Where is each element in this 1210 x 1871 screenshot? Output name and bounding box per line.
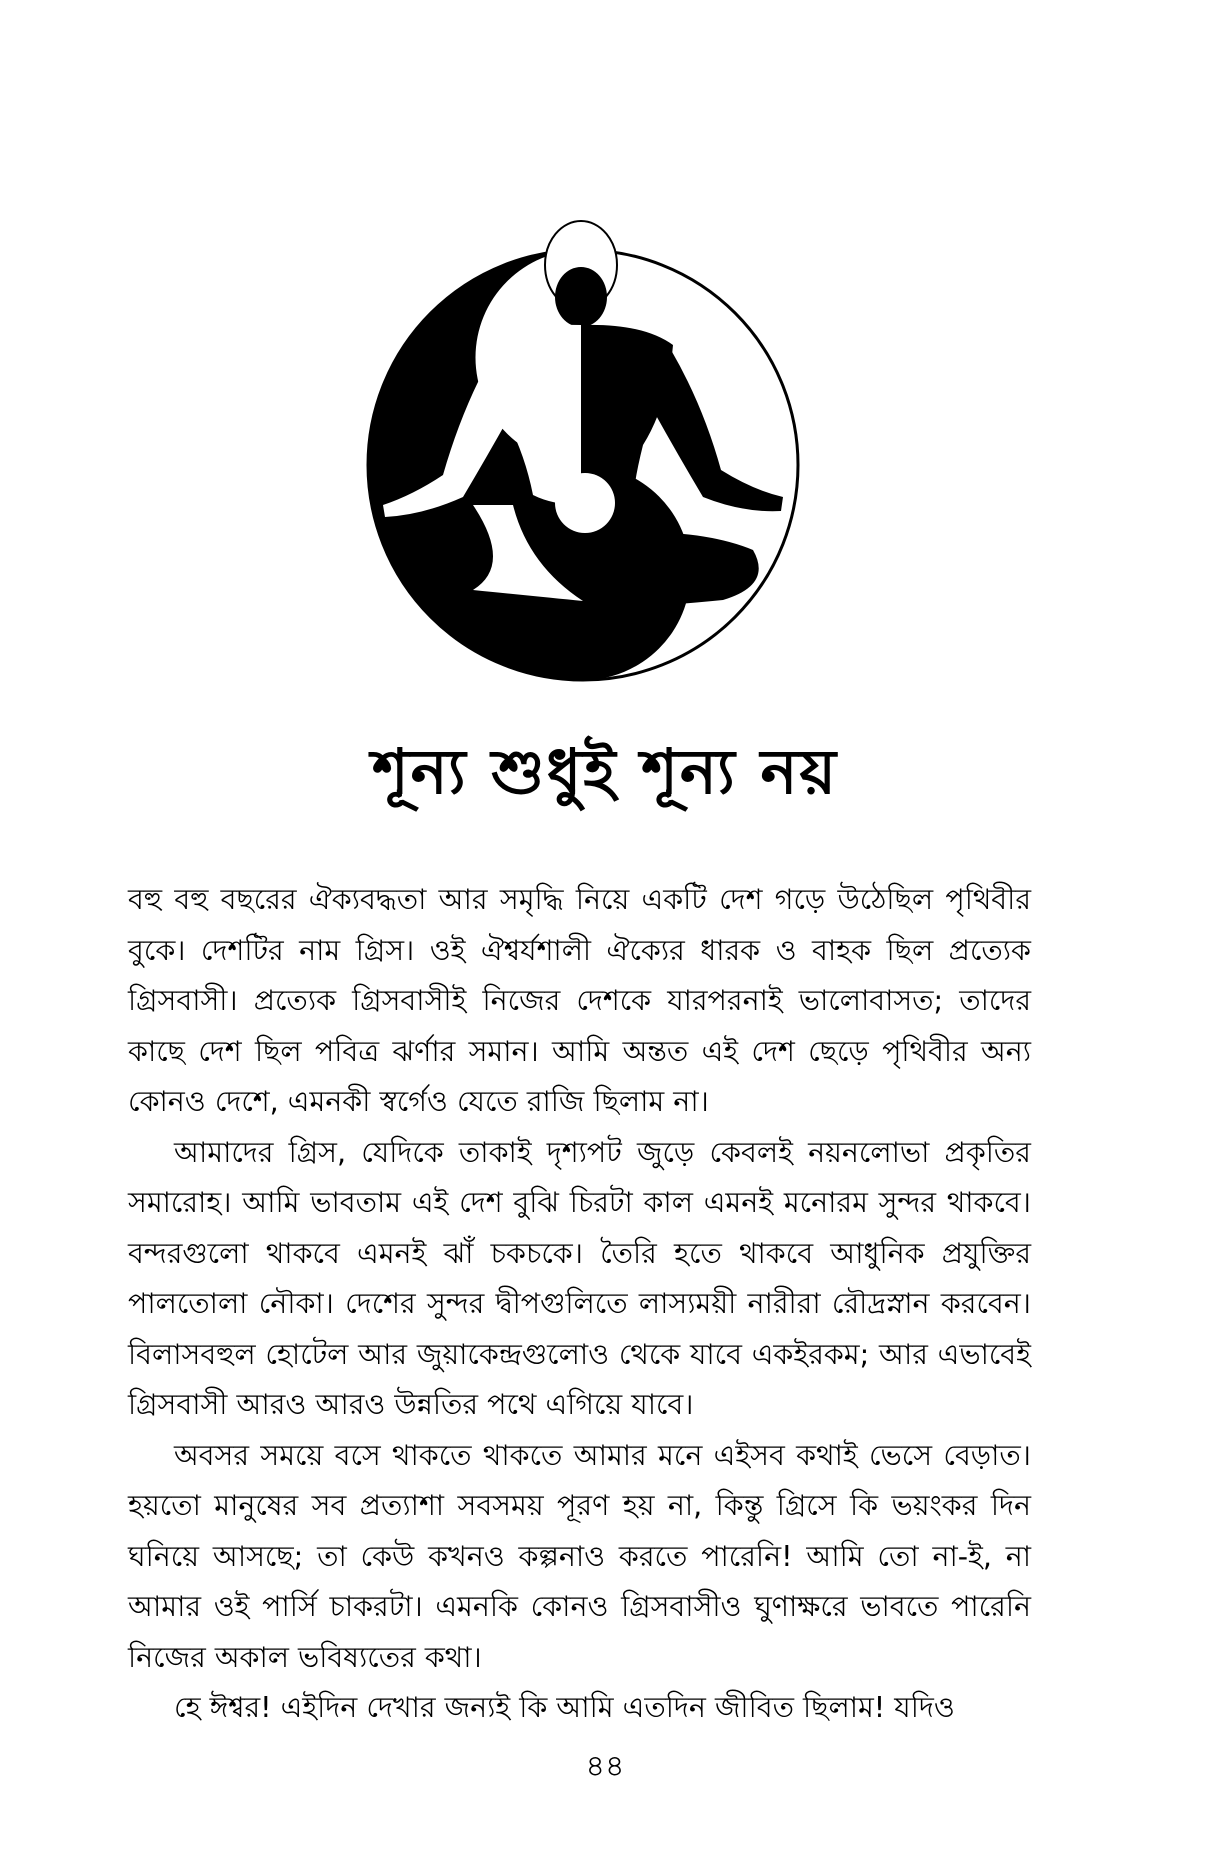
chapter-title: শূন্য শুধুই শূন্য নয় [372, 735, 838, 808]
paragraph-3: অবসর সময়ে বসে থাকতে থাকতে আমার মনে এইসব কথাই ভেসে বেড়াত। হয়তো মানুষের সব প্রত্যাশা সবসময় পূরণ হয় না, কিন্তু গ্রিসে কি ভয়ংকর দিন ঘনিয়ে আসছে; তা কেউ কখনও কল্পনাও করতে পারেনি! আমি তো না-ই, না আমার ওই পার্সি চাকরটা। এমনকি কোনও গ্রিসবাসীও ঘুণাক্ষরে ভাবতে পারেনি নিজের অকাল ভবিষ্যতের কথা। [128, 1438, 1031, 1674]
body-text [128, 875, 1031, 1734]
paragraph-4: হে ঈশ্বর! এইদিন দেখার জন্যই কি আমি এতদিন জীবিত ছিলাম! যদিও [174, 1691, 955, 1724]
meditation-yin-yang-emblem [323, 205, 843, 725]
paragraph-1: বহু বহু বছরের ঐক্যবদ্ধতা আর সমৃদ্ধি নিয়ে একটি দেশ গড়ে উঠেছিল পৃথিবীর বুকে। দেশটির নাম গ্রিস। ওই ঐশ্বর্যশালী ঐক্যের ধারক ও বাহক ছিল প্রত্যেক গ্রিসবাসী। প্রত্যেক গ্রিসবাসীই নিজের দেশকে যারপরনাই ভালোবাসত; তাদের কাছে দেশ ছিল পবিত্র ঝর্ণার সমান। আমি অন্তত এই দেশ ছেড়ে পৃথিবীর অন্য কোনও দেশে, এমনকী স্বর্গেও যেতে রাজি ছিলাম না। [128, 883, 1031, 1118]
page-number: ৪৪ [585, 1749, 625, 1784]
paragraph-2: আমাদের গ্রিস, যেদিকে তাকাই দৃশ্যপট জুড়ে কেবলই নয়নলোভা প্রকৃতির সমারোহ। আমি ভাবতাম এই দেশ বুঝি চিরটা কাল এমনই মনোরম সুন্দর থাকবে। বন্দরগুলো থাকবে এমনই ঝাঁ চকচকে। তৈরি হতে থাকবে আধুনিক প্রযুক্তির পালতোলা নৌকা। দেশের সুন্দর দ্বীপগুলিতে লাস্যময়ী নারীরা রৌদ্রস্নান করবেন। বিলাসবহুল হোটেল আর জুয়াকেন্দ্রগুলোও থেকে যাবে একইরকম; আর এভাবেই গ্রিসবাসী আরও আরও উন্নতির পথে এগিয়ে যাবে। [128, 1135, 1031, 1421]
